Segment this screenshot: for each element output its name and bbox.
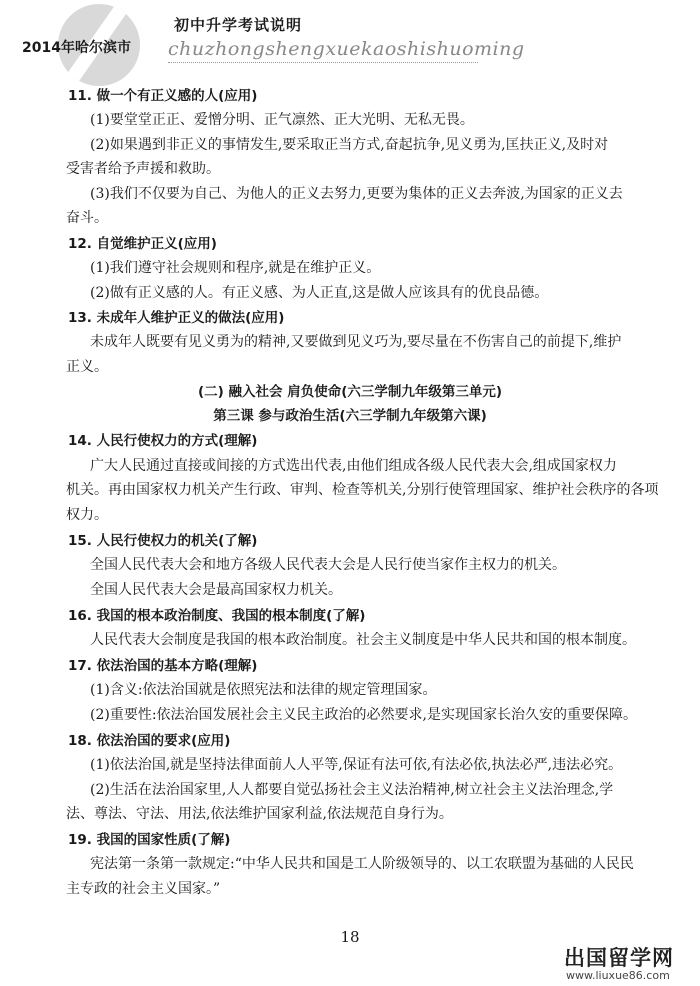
section-heading-15: 15. 人民行使权力的机关(了解) xyxy=(68,533,258,549)
body-line: (2)如果遇到非正义的事情发生,要采取正当方式,奋起抗争,见义勇为,匡扶正义,及时对 xyxy=(90,137,609,153)
body-line: 正义。 xyxy=(66,359,108,375)
body-line: 未成年人既要有见义勇为的精神,又要做到见义巧为,要尽量在不伤害自己的前提下,维护 xyxy=(90,334,622,350)
body-line: 权力。 xyxy=(66,507,108,523)
body-line: 全国人民代表大会和地方各级人民代表大会是人民行使当家作主权力的机关。 xyxy=(90,557,566,573)
body-line: 受害者给予声援和救助。 xyxy=(66,161,220,177)
body-line: (3)我们不仅要为自己、为他人的正义去努力,更要为集体的正义去奔波,为国家的正义去 xyxy=(90,186,623,202)
body-line: 全国人民代表大会是最高国家权力机关。 xyxy=(90,582,342,598)
body-line: (1)依法治国,就是坚持法律面前人人平等,保证有法可依,有法必依,执法必严,违法必究。 xyxy=(90,757,623,773)
section-heading-18: 18. 依法治国的要求(应用) xyxy=(68,733,231,749)
body-line: (2)重要性:依法治国发展社会主义民主政治的必然要求,是实现国家长治久安的重要保障。 xyxy=(90,707,637,723)
page-number: 18 xyxy=(340,928,360,946)
lesson-title: 第三课 参与政治生活(六三学制九年级第六课) xyxy=(213,408,487,424)
section-heading-19: 19. 我国的国家性质(了解) xyxy=(68,832,231,848)
section-heading-13: 13. 未成年人维护正义的做法(应用) xyxy=(68,310,285,326)
section-heading-11: 11. 做一个有正义感的人(应用) xyxy=(68,88,258,104)
body-line: 主专政的社会主义国家。” xyxy=(66,881,221,897)
body-line: 奋斗。 xyxy=(66,210,108,226)
header-year-city: 2014年哈尔滨市 xyxy=(22,40,131,56)
header-pinyin: chuzhongshengxuekaoshishuoming xyxy=(168,38,525,60)
body-line: 宪法第一条第一款规定:“中华人民共和国是工人阶级领导的、以工农联盟为基础的人民民 xyxy=(90,856,634,872)
body-line: (1)我们遵守社会规则和程序,就是在维护正义。 xyxy=(90,260,381,276)
body-line: 法、尊法、守法、用法,依法维护国家利益,依法规范自身行为。 xyxy=(66,806,453,822)
header-divider xyxy=(168,62,478,63)
body-line: (1)含义:依法治国就是依照宪法和法律的规定管理国家。 xyxy=(90,682,437,698)
unit-title: (二) 融入社会 肩负使命(六三学制九年级第三单元) xyxy=(197,384,503,400)
section-heading-12: 12. 自觉维护正义(应用) xyxy=(68,236,217,252)
section-heading-17: 17. 依法治国的基本方略(理解) xyxy=(68,658,258,674)
body-line: 人民代表大会制度是我国的根本政治制度。社会主义制度是中华人民共和国的根本制度。 xyxy=(90,632,636,648)
body-line: 广大人民通过直接或间接的方式选出代表,由他们组成各级人民代表大会,组成国家权力 xyxy=(90,458,617,474)
watermark-url: www.liuxue86.com xyxy=(566,969,670,982)
section-heading-14: 14. 人民行使权力的方式(理解) xyxy=(68,433,258,449)
header-title: 初中升学考试说明 xyxy=(174,16,303,34)
body-line: (1)要堂堂正正、爱憎分明、正气凛然、正大光明、无私无畏。 xyxy=(90,112,474,128)
body-line: (2)生活在法治国家里,人人都要自觉弘扬社会主义法治精神,树立社会主义法治理念,学 xyxy=(90,782,614,798)
watermark-name: 出国留学网 xyxy=(564,946,674,970)
section-heading-16: 16. 我国的根本政治制度、我国的根本制度(了解) xyxy=(68,608,366,624)
body-line: 机关。再由国家权力机关产生行政、审判、检查等机关,分别行使管理国家、维护社会秩序的各项 xyxy=(66,482,659,498)
body-line: (2)做有正义感的人。有正义感、为人正直,这是做人应该具有的优良品德。 xyxy=(90,285,549,301)
